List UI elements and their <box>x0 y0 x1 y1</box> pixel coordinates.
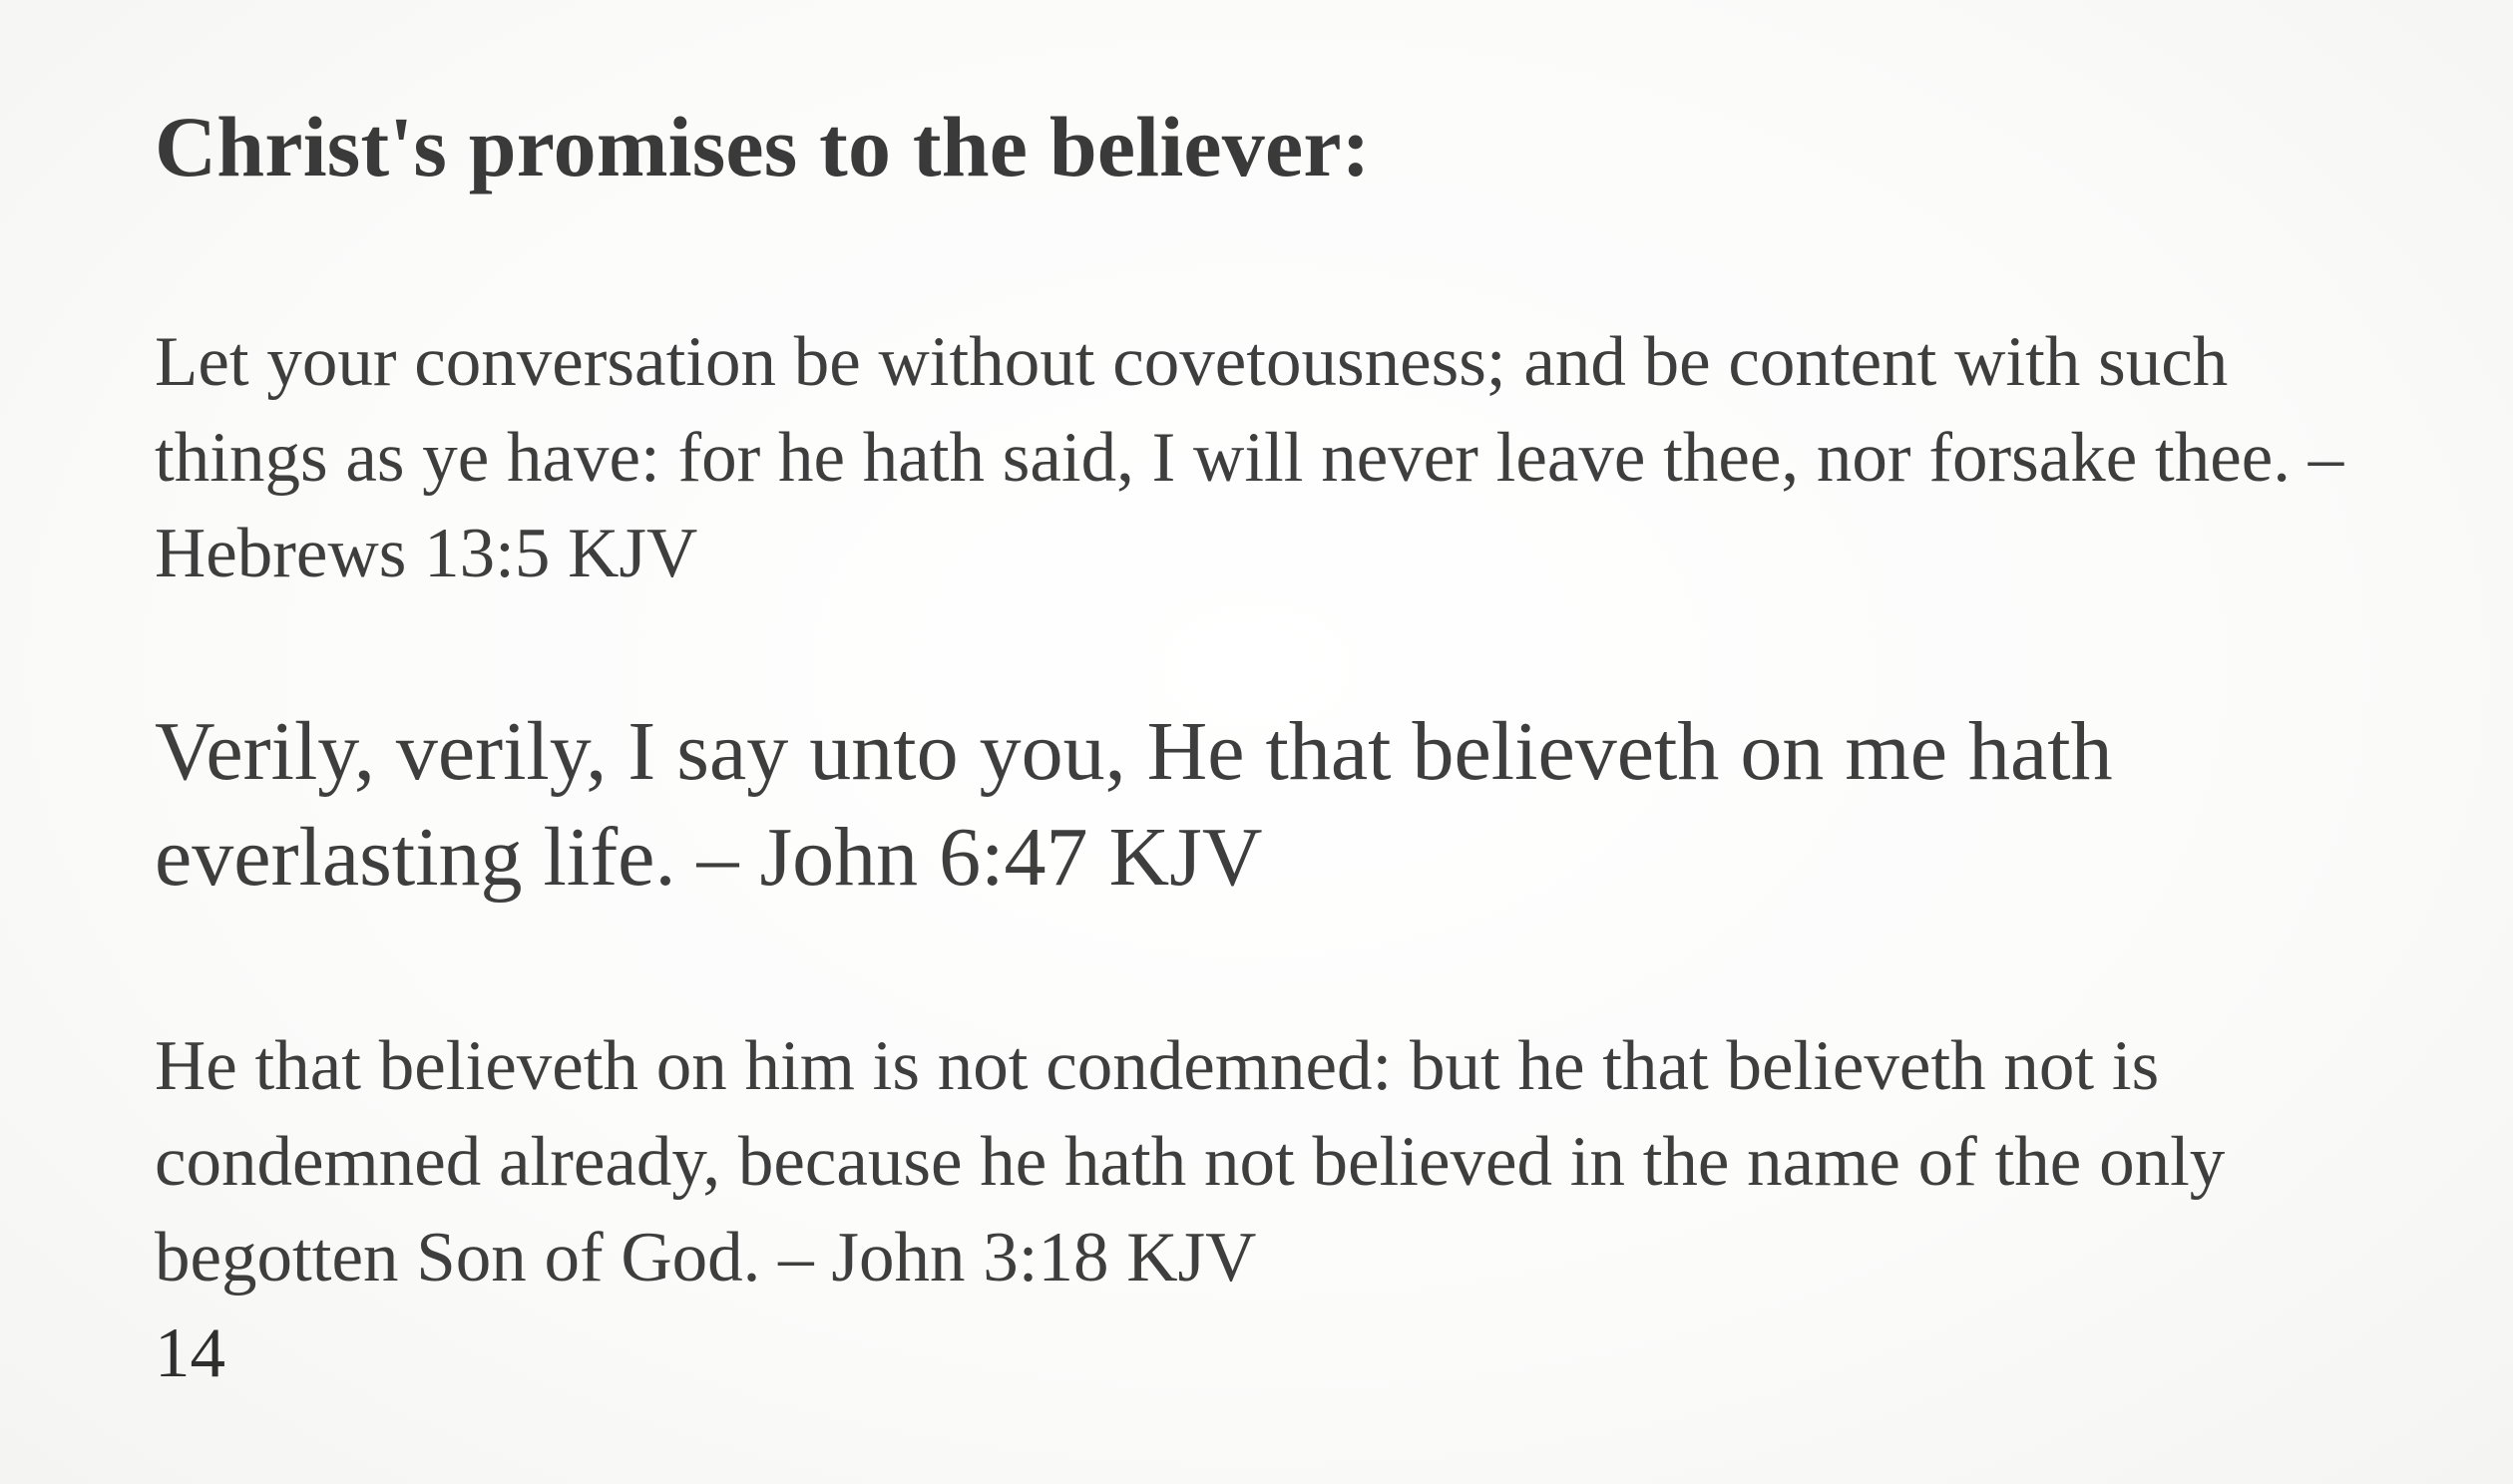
page-title: Christ's promises to the believer: <box>155 99 1371 194</box>
verse-john-3-18: He that believeth on him is not condemned: but he that believeth not is condemned already, because he hath not believed in the name of the only begotten Son of God. – John 3:18 KJV <box>155 1026 2226 1297</box>
page-number: 14 <box>155 1313 225 1392</box>
verse-john-6-47: Verily, verily, I say unto you, He that believeth on me hath everlasting life. – John 6:47 KJV <box>155 704 2113 904</box>
page-content <box>155 100 2449 1401</box>
verse-hebrews-13-5: Let your conversation be without covetousness; and be content with such things as ye have: for he hath said, I will never leave thee, nor forsake thee. – Hebrews 13:5 KJV <box>155 322 2344 592</box>
